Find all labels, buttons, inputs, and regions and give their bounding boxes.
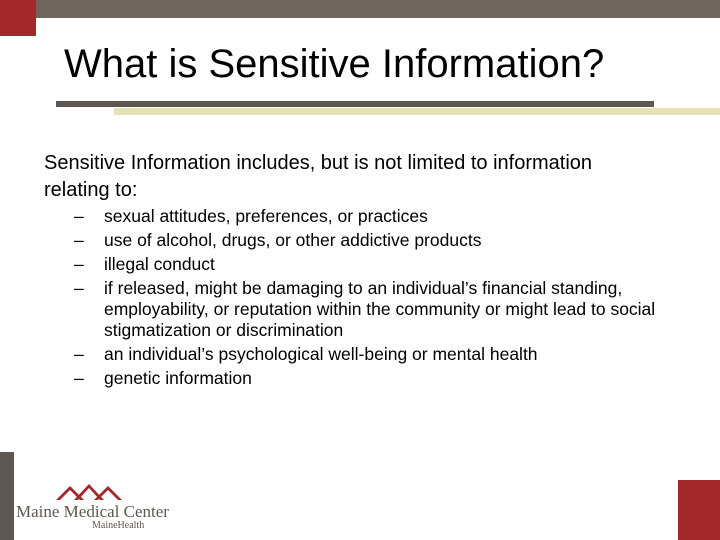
title-rule-light bbox=[114, 108, 720, 115]
footer-left-block bbox=[0, 452, 14, 540]
footer-right-block bbox=[678, 480, 720, 540]
list-item bbox=[74, 344, 674, 365]
bullet-marker: – bbox=[74, 344, 84, 364]
slide-title: What is Sensitive Information? bbox=[64, 42, 605, 86]
logo-name: Maine Medical Center bbox=[16, 502, 169, 521]
list-item bbox=[74, 206, 674, 227]
logo-subname: MaineHealth bbox=[92, 520, 145, 531]
bullet-list bbox=[74, 206, 674, 392]
bullet-text: illegal conduct bbox=[104, 254, 215, 274]
bullet-text: sexual attitudes, preferences, or practices bbox=[104, 206, 428, 226]
bullet-text: an individual’s psychological well-being or mental health bbox=[104, 344, 538, 364]
header-bar bbox=[0, 0, 720, 18]
list-item bbox=[74, 254, 674, 275]
mountain-roof-icon bbox=[56, 482, 122, 502]
bullet-marker: – bbox=[74, 254, 84, 274]
list-item bbox=[74, 368, 674, 389]
bullet-marker: – bbox=[74, 206, 84, 226]
intro-text: Sensitive Information includes, but is not limited to information relating to: bbox=[44, 152, 593, 201]
bullet-text: genetic information bbox=[104, 368, 252, 388]
title-rule-dark bbox=[56, 101, 654, 107]
bullet-text: if released, might be damaging to an individual’s financial standing, employability, or reputation within the community or might lead to social stigmatization or discrimination bbox=[104, 278, 656, 340]
bullet-text: use of alcohol, drugs, or other addictive products bbox=[104, 230, 482, 250]
bullet-marker: – bbox=[74, 278, 84, 298]
bullet-marker: – bbox=[74, 368, 84, 388]
logo bbox=[16, 482, 186, 532]
bullet-marker: – bbox=[74, 230, 84, 250]
header-accent-block bbox=[0, 0, 36, 36]
list-item bbox=[74, 278, 674, 341]
list-item bbox=[74, 230, 674, 251]
